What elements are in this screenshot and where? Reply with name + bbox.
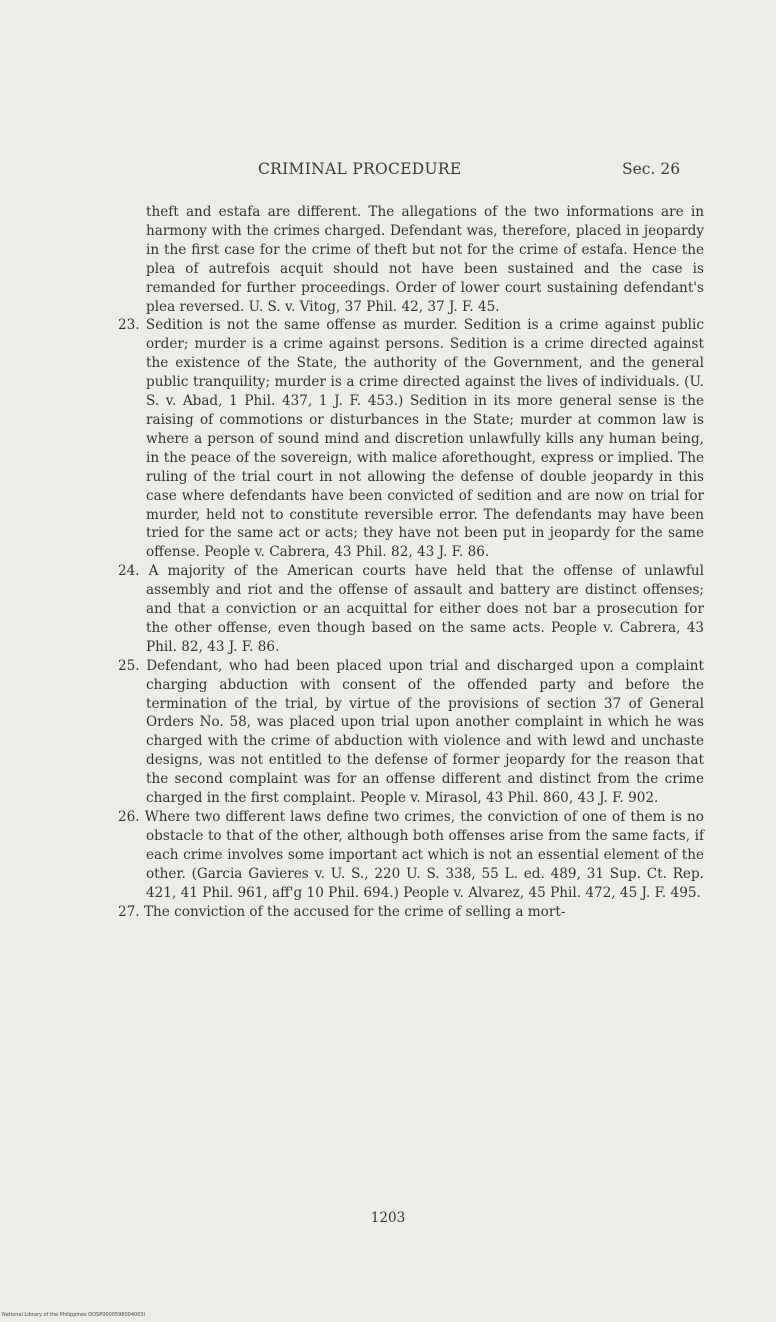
entry-number: 25. xyxy=(118,657,140,674)
entry-25 xyxy=(118,657,704,808)
entry-26 xyxy=(118,808,704,903)
entry-text: Where two different laws define two crimes, the conviction of one of them is no obstacle to that of the other, although both offenses arise from the same facts, if each crime involves some important act which is not an essential element of the other. (Garcia Gavieres v. U. S., 220 U. S. 338, 55 L. ed. 489, 31 Sup. Ct. Rep. 421, 41 Phil. 961, aff'g 10 Phil. 694.) People v. Alvarez, 45 Phil. 472, 45 J. F. 495. xyxy=(144,809,704,901)
entry-23 xyxy=(118,316,704,562)
entry-text: Defendant, who had been placed upon trial and discharged upon a complaint charging abduction with consent of the offended party and before the termination of the trial, by virtue of the provisions of section 37 of General Orders No. 58, was placed upon trial upon another complaint in which he was charged with the crime of abduction with violence and with lewd and unchaste designs, was not entitled to the defense of former jeopardy for the reason that the second complaint was for an offense different and distinct from the crime charged in the first complaint. People v. Mirasol, 43 Phil. 860, 43 J. F. 902. xyxy=(146,657,705,807)
continuation-paragraph: theft and estafa are different. The allegations of the two informations are in harmony with the crimes charged. Defendant was, therefore, placed in jeopardy in the first case for the crime of theft but not for the crime of estafa. Hence the plea of autrefois acquit should not have been sustained and the case is remanded for further proceedings. Order of lower court sustaining defendant's plea reversed. U. S. v. Vitog, 37 Phil. 42, 37 J. F. 45. xyxy=(146,204,704,315)
entry-number: 27. xyxy=(118,903,140,920)
section-reference: Sec. 26 xyxy=(622,160,681,178)
library-footer: National Library of the Philippines DOSP0000598004003I xyxy=(2,1312,146,1318)
entry-text: The conviction of the accused for the crime of selling a mort- xyxy=(143,903,566,920)
body-text xyxy=(118,203,704,921)
page-header xyxy=(0,160,776,184)
entry-number: 26. xyxy=(118,809,140,825)
entry-24 xyxy=(118,562,704,657)
page-number: 1203 xyxy=(370,1210,406,1226)
entry-27 xyxy=(118,903,704,922)
entry-text: Sedition is not the same offense as murder. Sedition is a crime against public order; murder is a crime against persons. Sedition is a crime directed against the existence of the State, the authority of the Government, and the general public tranquility; murder is a crime directed against the lives of individuals. (U. S. v. Abad, 1 Phil. 437, 1 J. F. 453.) Sedition in its more general sense is the raising of commotions or disturbances in the State; murder at common law is where a person of sound mind and discretion unlawfully kills any human being, in the peace of the sovereign, with malice aforethought, express or implied. The ruling of the trial court in not allowing the defense of double jeopardy in this case where defendants have been convicted of sedition and are now on trial for murder, held not to constitute reversible error. The defendants may have been tried for the same act or acts; they have not been put in jeopardy for the same offense. People v. Cabrera, 43 Phil. 82, 43 J. F. 86. xyxy=(145,317,704,561)
entry-number: 24. xyxy=(118,563,140,580)
running-head: CRIMINAL PROCEDURE xyxy=(258,160,462,178)
entry-number: 23. xyxy=(118,317,140,334)
entry-text: A majority of the American courts have held that the offense of unlawful assembly and riot and the offense of assault and battery are distinct offenses; and that a conviction or an acquittal for either does not bar a prosecution for the other offense, even though based on the same acts. People v. Cabrera, 43 Phil. 82, 43 J. F. 86. xyxy=(146,563,704,655)
